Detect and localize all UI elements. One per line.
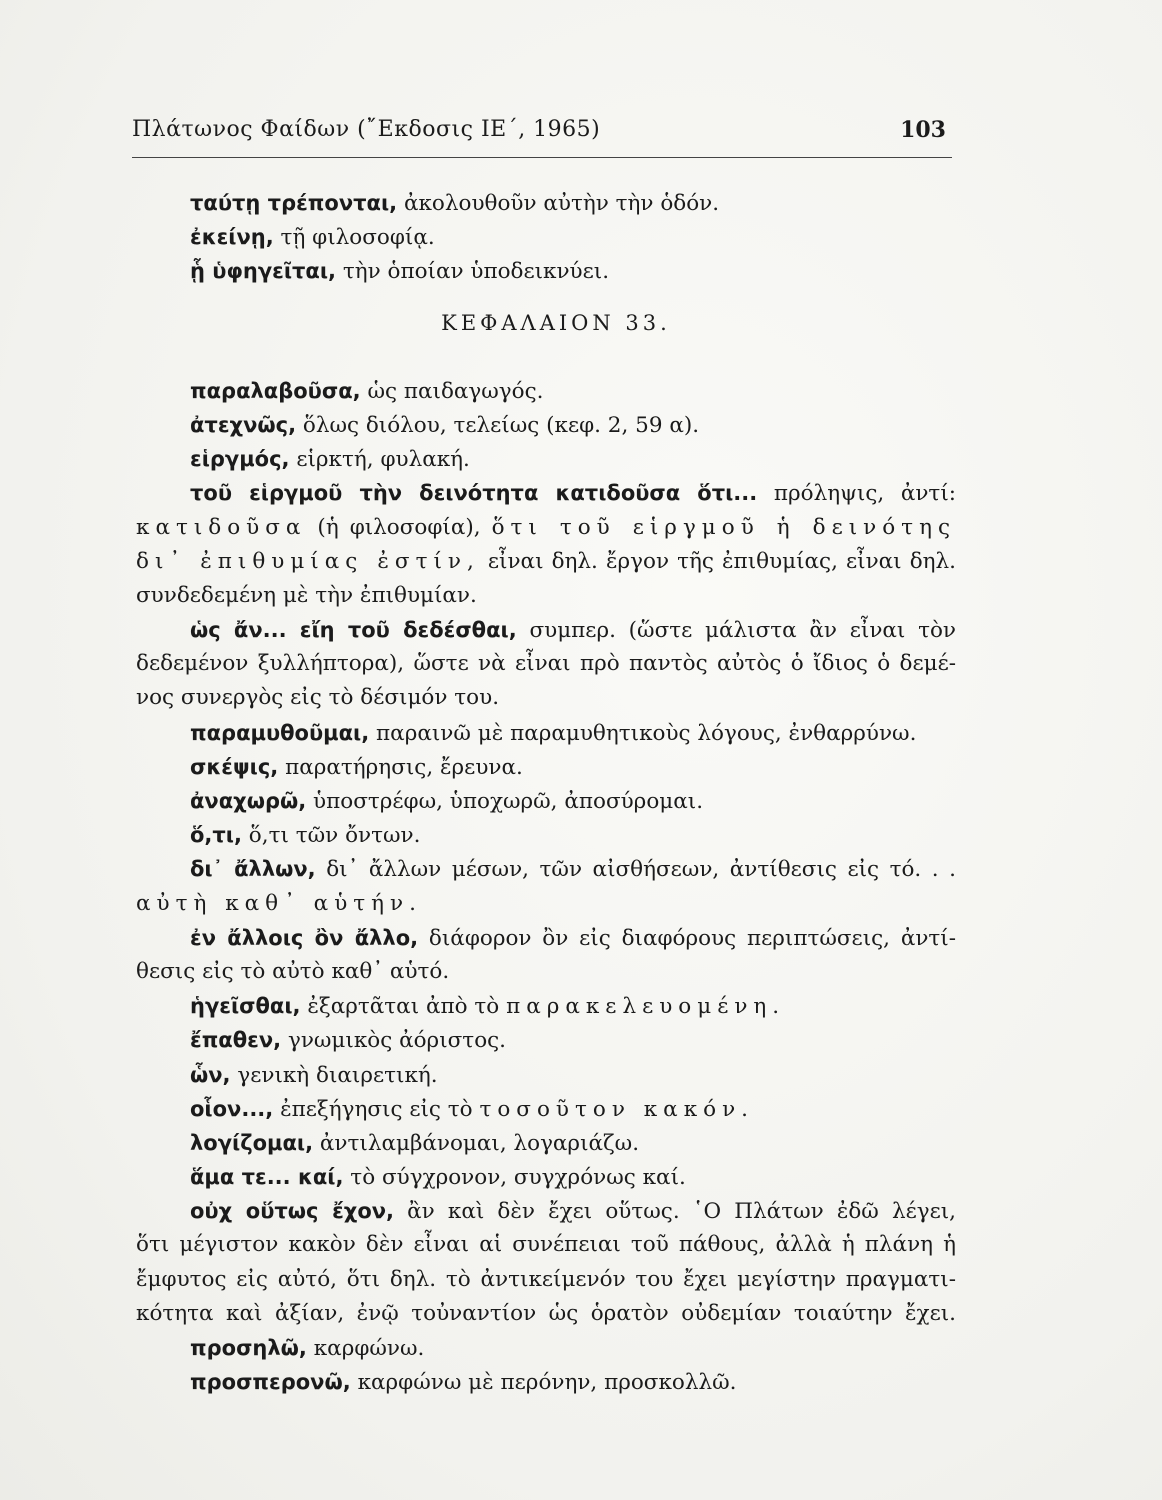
gloss-text: ἔμφυτος εἰς αὐτό, ὅτι δηλ. τὸ ἀντικείμενόν του ἔχει μεγίστην πραγματι- xyxy=(136,1266,956,1292)
gloss-text: τὸ σύγχρονον, συγχρόνως καί. xyxy=(343,1165,686,1191)
gloss-line xyxy=(136,1365,956,1399)
running-head-title: Πλάτωνος Φαίδων (῎Εκδοσις ΙΕ΄, 1965) xyxy=(132,117,601,142)
headword: ἀναχωρῶ, xyxy=(190,789,307,813)
gloss-text: ὑποστρέφω, ὑποχωρῶ, ἀποσύρομαι. xyxy=(306,789,704,814)
gloss-line xyxy=(136,186,956,220)
gloss-text: ὅλως διόλου, τελείως (κεφ. 2, 59 α). xyxy=(296,412,700,438)
running-head xyxy=(132,117,952,158)
gloss-text: πρόληψις, ἀντί: xyxy=(757,481,956,507)
gloss-line xyxy=(136,476,956,510)
headword: ἐκείνῃ, xyxy=(190,225,274,250)
headword: ὅ,τι, xyxy=(190,823,242,848)
gloss-line xyxy=(136,220,956,254)
gloss-text: ὅ,τι τῶν ὄντων. xyxy=(241,823,421,849)
gloss-line xyxy=(136,511,956,545)
spaced-quote: αὐτὴ καθ᾿ αὑτήν. xyxy=(136,890,422,916)
spaced-quote: κατιδοῦσα xyxy=(136,514,307,540)
headword: ταύτῃ τρέπονται, xyxy=(190,191,398,215)
gloss-text: ἐπεξήγησις εἰς τὸ xyxy=(273,1096,480,1122)
headword: ὧν, xyxy=(190,1062,231,1087)
gloss-line xyxy=(136,921,956,955)
headword: παραμυθοῦμαι, xyxy=(190,720,370,745)
headword: παραλαβοῦσα, xyxy=(190,378,361,403)
gloss-text: τῇ φιλοσοφίᾳ. xyxy=(273,225,435,251)
gloss-text: παρατήρησις, ἔρευνα. xyxy=(278,754,523,780)
headword: προσπερονῶ, xyxy=(190,1370,351,1395)
gloss-line xyxy=(136,1331,956,1365)
gloss-line xyxy=(136,374,956,408)
gloss-text: κότητα καὶ ἀξίαν, ἐνῷ τοὐναντίον ὡς ὁρατὸν οὐδεμίαν τοιαύτην ἔχει. xyxy=(136,1300,956,1326)
gloss-line xyxy=(136,254,956,288)
page-number: 103 xyxy=(900,117,946,143)
gloss-line xyxy=(136,1297,956,1331)
headword: ὡς ἄν... εἴη τοῦ δεδέσθαι, xyxy=(190,618,517,643)
gloss-text: δεδεμένον ξυλλήπτορα), ὥστε νὰ εἶναι πρὸ παντὸς αὐτὸς ὁ ἴδιος ὁ δεμέ- xyxy=(136,651,956,677)
gloss-text: καρφώνω. xyxy=(306,1336,425,1361)
gloss-line xyxy=(136,442,956,476)
gloss-line xyxy=(136,1023,956,1057)
gloss-line xyxy=(136,647,956,681)
gloss-text: γενικὴ διαιρετική. xyxy=(230,1062,438,1088)
gloss-line xyxy=(136,1228,956,1262)
gloss-text: θεσις εἰς τὸ αὐτὸ καθ᾿ αὑτό. xyxy=(136,958,450,984)
headword: προσηλῶ, xyxy=(190,1336,307,1360)
headword: σκέψις, xyxy=(190,754,279,779)
gloss-text: γνωμικὸς ἀόριστος. xyxy=(281,1028,507,1054)
gloss-text: εἶναι δηλ. ἔργον τῆς ἐπιθυμίας, εἶναι δηλ. xyxy=(479,548,956,574)
headword: ἅμα τε... καί, xyxy=(190,1165,344,1190)
gloss-text: συμπερ. (ὥστε μάλιστα ἂν εἶναι τὸν xyxy=(516,618,956,644)
gloss-text: ὡς παιδαγωγός. xyxy=(360,378,544,404)
gloss-text: παραινῶ μὲ παραμυθητικοὺς λόγους, ἐνθαρρύνω. xyxy=(369,720,917,746)
gloss-text: (ἡ φιλοσοφία), xyxy=(306,514,492,540)
gloss-line xyxy=(136,1160,956,1194)
gloss-line xyxy=(136,613,956,647)
gloss-text: ἂν καὶ δὲν ἔχει οὕτως. ῾Ο Πλάτων ἐδῶ λέγει, xyxy=(394,1199,956,1225)
gloss-line xyxy=(136,1126,956,1160)
chapter-heading: ΚΕΦΑΛΑΙΟΝ 33. xyxy=(441,310,671,335)
gloss-line xyxy=(136,1194,956,1228)
gloss-line xyxy=(136,852,956,886)
headword: οἷον..., xyxy=(190,1096,274,1121)
gloss-line xyxy=(136,989,956,1023)
gloss-line xyxy=(136,681,956,715)
gloss-line xyxy=(136,545,956,579)
gloss-text: ἐξαρτᾶται ἀπὸ τὸ xyxy=(300,994,507,1020)
headword: δι᾿ ἄλλων, xyxy=(190,857,316,882)
gloss-line xyxy=(136,750,956,784)
headword: ᾗ ὑφηγεῖται, xyxy=(190,259,336,284)
gloss-text: ἀκολουθοῦν αὐτὴν τὴν ὁδόν. xyxy=(397,191,720,216)
headword: τοῦ εἱργμοῦ τὴν δεινότητα κατιδοῦσα ὅτι... xyxy=(190,481,758,506)
gloss-text: εἱρκτή, φυλακή. xyxy=(289,447,470,473)
headword: εἱργμός, xyxy=(190,447,290,472)
gloss-line xyxy=(136,818,956,852)
gloss-text: ἀντιλαμβάνομαι, λογαριάζω. xyxy=(313,1130,640,1156)
gloss-line xyxy=(136,955,956,989)
gloss-text: καρφώνω μὲ περόνην, προσκολλῶ. xyxy=(350,1370,737,1396)
gloss-line xyxy=(136,579,956,613)
gloss-line xyxy=(136,408,956,442)
gloss-line xyxy=(136,1263,956,1297)
gloss-text: τὴν ὁποίαν ὑποδεικνύει. xyxy=(336,259,610,285)
headword: ἐν ἄλλοις ὂν ἄλλο, xyxy=(190,925,419,950)
gloss-line xyxy=(136,887,956,921)
headword: ἀτεχνῶς, xyxy=(190,412,297,437)
headword: ἔπαθεν, xyxy=(190,1028,282,1053)
spaced-quote: ὅτι τοῦ εἱργμοῦ ἡ δεινότης xyxy=(491,514,956,540)
spaced-quote: τοσοῦτον κακόν. xyxy=(479,1096,754,1122)
spaced-quote: δι᾿ ἐπιθυμίας ἐστίν, xyxy=(136,548,480,574)
gloss-line xyxy=(136,1092,956,1126)
gloss-text: διάφορον ὂν εἰς διαφόρους περιπτώσεις, ἀντί- xyxy=(418,925,956,951)
gloss-text: ὅτι μέγιστον κακὸν δὲν εἶναι αἱ συνέπειαι τοῦ πάθους, ἀλλὰ ἡ πλάνη ἡ xyxy=(136,1232,956,1258)
gloss-line xyxy=(136,716,956,750)
gloss-text: νος συνεργὸς εἰς τὸ δέσιμόν του. xyxy=(136,685,500,711)
gloss-line xyxy=(136,1058,956,1092)
gloss-line xyxy=(136,784,956,818)
gloss-text: δι᾿ ἄλλων μέσων, τῶν αἰσθήσεων, ἀντίθεσις εἰς τό. . . xyxy=(315,857,957,883)
commentary-body xyxy=(136,186,956,1399)
headword: λογίζομαι, xyxy=(190,1130,314,1155)
headword: οὐχ οὕτως ἔχον, xyxy=(190,1199,395,1224)
headword: ἡγεῖσθαι, xyxy=(190,994,301,1019)
spaced-quote: παρακελευομένη. xyxy=(506,994,786,1020)
gloss-text: συνδεδεμένη μὲ τὴν ἐπιθυμίαν. xyxy=(136,582,477,608)
